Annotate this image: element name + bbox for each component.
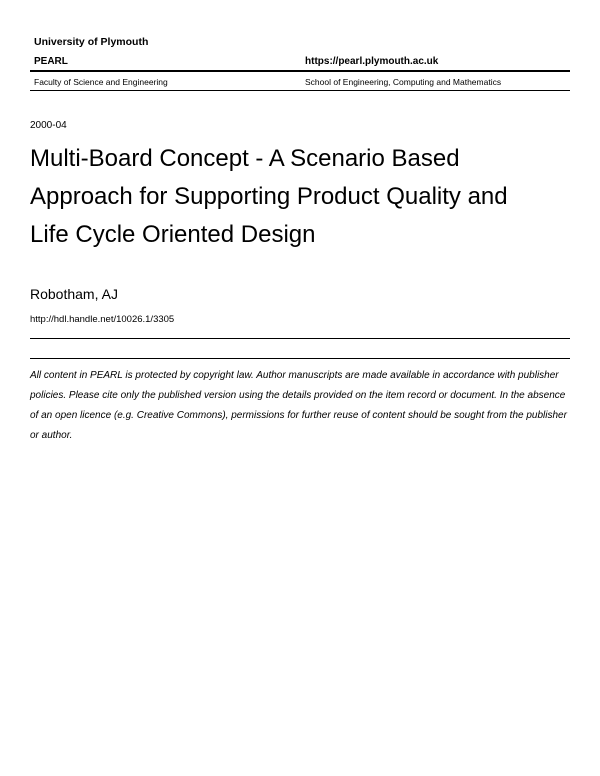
copyright-notice: All content in PEARL is protected by copyright law. Author manuscripts are made available in accordance with publisher policies. Please cite only the published version using the details provided on the item record or document. In the absence of an open licence (e.g. Creative Commons), permissions for further reuse of content should be sought from the publisher or author.	[30, 370, 567, 441]
faculty-name: Faculty of Science and Engineering	[34, 77, 168, 87]
header-bottom-divider	[30, 90, 570, 91]
school-name: School of Engineering, Computing and Mathematics	[305, 77, 502, 87]
repository-name: PEARL	[34, 56, 68, 67]
handle-link[interactable]: http://hdl.handle.net/10026.1/3305	[30, 314, 175, 325]
author-name: Robotham, AJ	[30, 286, 118, 302]
university-name: University of Plymouth	[34, 36, 149, 48]
repository-url[interactable]: https://pearl.plymouth.ac.uk	[305, 56, 439, 67]
document-title: Multi-Board Concept - A Scenario Based Approach for Supporting Product Quality and Life Cycle Oriented Design	[30, 145, 508, 248]
header-divider	[30, 70, 570, 72]
record-divider-top	[30, 338, 570, 339]
publication-date: 2000-04	[30, 120, 67, 131]
record-divider-bottom	[30, 358, 570, 359]
